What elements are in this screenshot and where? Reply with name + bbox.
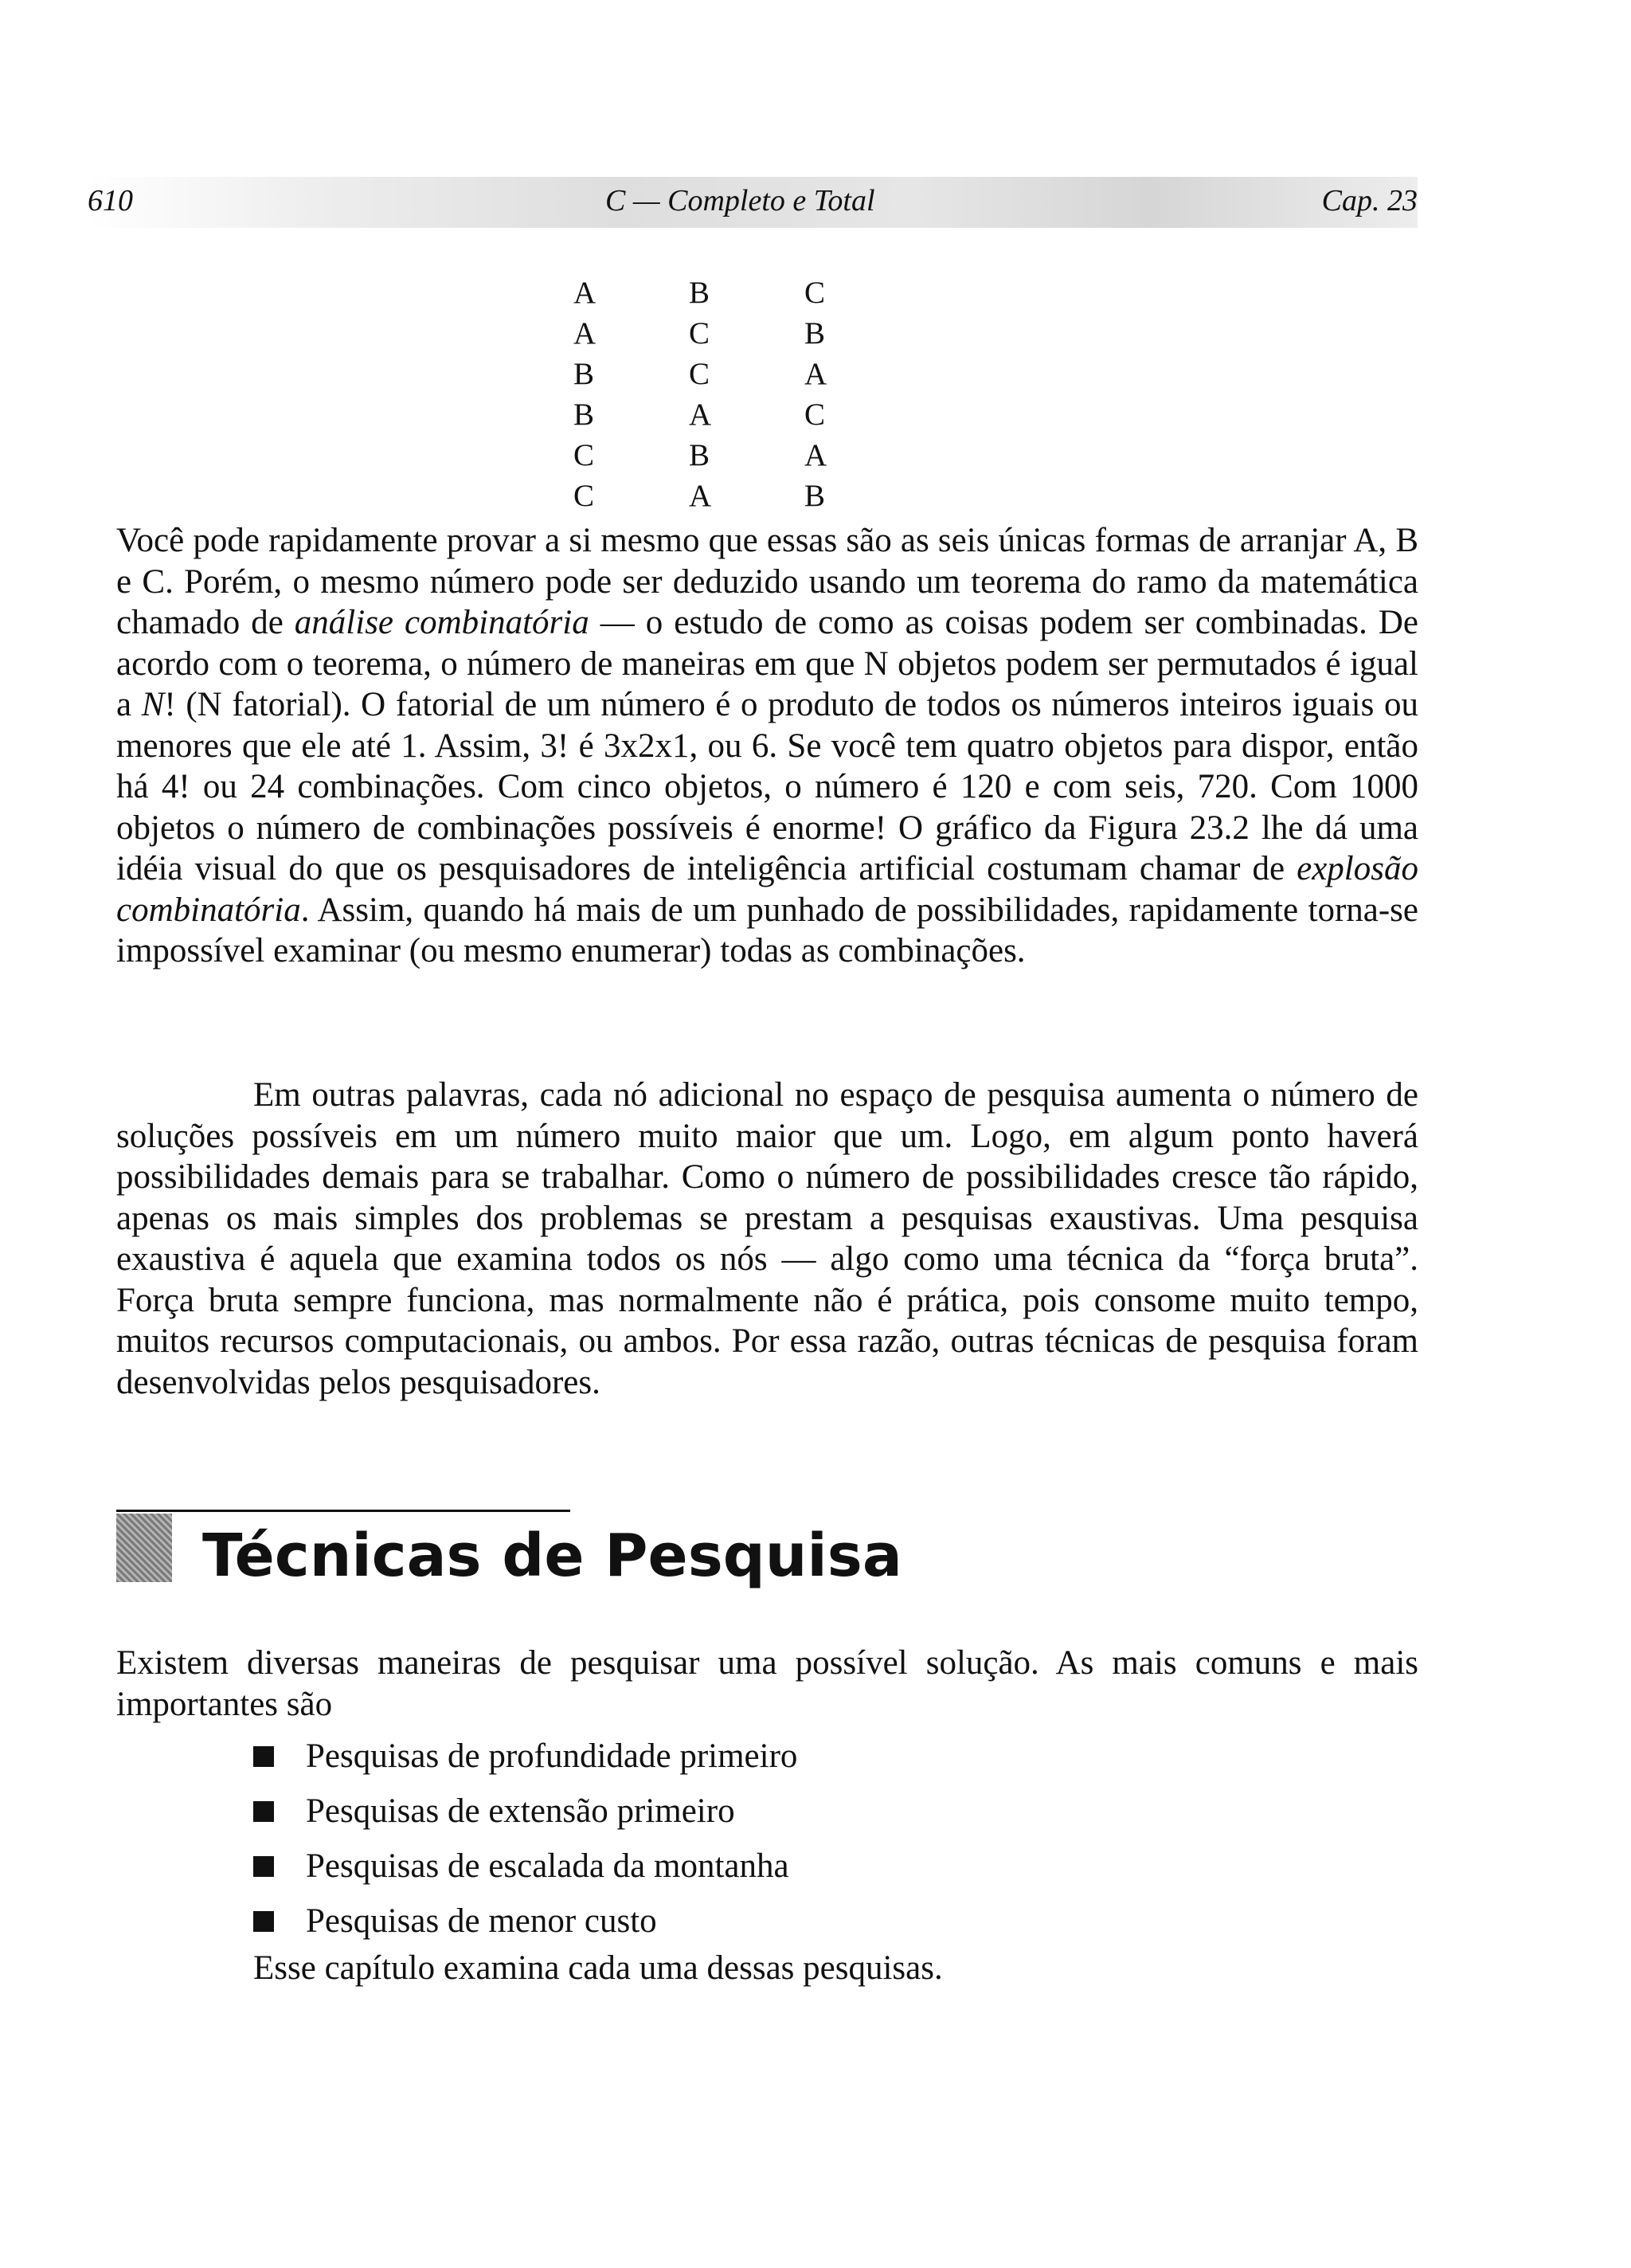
search-types-list	[253, 1729, 797, 1949]
bullet-square-icon	[253, 1911, 274, 1932]
bullet-square-icon	[253, 1856, 274, 1877]
permutation-row	[573, 272, 920, 313]
permutation-letter: A	[689, 398, 712, 432]
permutation-letter: C	[804, 276, 826, 310]
permutation-letter: C	[689, 357, 710, 391]
permutation-letter: A	[573, 276, 596, 310]
permutation-letter: B	[689, 438, 710, 472]
permutation-row	[573, 476, 920, 516]
section-title: Técnicas de Pesquisa	[202, 1522, 902, 1590]
book-title: C — Completo e Total	[605, 184, 875, 217]
closing-sentence: Esse capítulo examina cada uma dessas pesquisas.	[253, 1949, 943, 1987]
permutation-letter: B	[804, 479, 826, 513]
list-item-label: Pesquisas de profundidade primeiro	[306, 1737, 798, 1775]
bullet-square-icon	[253, 1746, 274, 1767]
permutation-letter: A	[689, 479, 712, 513]
permutation-letter: C	[804, 398, 826, 432]
list-item-label: Pesquisas de menor custo	[306, 1902, 657, 1940]
permutation-letter: B	[573, 357, 595, 391]
running-header	[88, 177, 1418, 228]
page-number: 610	[88, 184, 133, 217]
permutation-list	[573, 272, 920, 516]
list-item-label: Pesquisas de extensão primeiro	[306, 1792, 735, 1830]
permutation-letter: C	[573, 479, 595, 513]
section-marker-icon	[116, 1514, 172, 1582]
permutation-letter: C	[573, 438, 595, 472]
permutation-letter: B	[804, 316, 826, 351]
chapter-label: Cap. 23	[1321, 184, 1418, 217]
section-intro: Existem diversas maneiras de pesquisar uma possível solução. As mais comuns e mais importantes são	[116, 1644, 1418, 1723]
list-item	[253, 1784, 797, 1839]
permutation-letter: A	[573, 316, 596, 351]
bullet-square-icon	[253, 1801, 274, 1822]
permutation-letter: C	[689, 316, 710, 351]
list-item	[253, 1894, 797, 1949]
permutation-row	[573, 354, 920, 394]
paragraph-combinatorics: Você pode rapidamente provar a si mesmo que essas são as seis únicas formas de arranjar A, B e C. Porém, o mesmo número pode ser deduzido usando um teorema do ramo da matemática chamado de análise combinatória — o estudo de como as coisas podem ser combinadas. De acordo com o teorema, o número de maneiras em que N objetos podem ser permutados é igual a N! (N fatorial). O fatorial de um número é o produto de todos os números inteiros iguais ou menores que ele até 1. Assim, 3! é 3x2x1, ou 6. Se você tem quatro objetos para dispor, então há 4! ou 24 combinações. Com cinco objetos, o número é 120 e com seis, 720. Com 1000 objetos o número de combinações possíveis é enorme! O gráfico da Figura 23.2 lhe dá uma idéia visual do que os pesquisadores de inteligência artificial costumam chamar de explosão combinatória. Assim, quando há mais de um punhado de possibilidades, rapidamente torna-se impossível examinar (ou mesmo enumerar) todas as combinações.	[116, 522, 1418, 969]
permutation-row	[573, 394, 920, 435]
section-rule	[116, 1510, 570, 1512]
permutation-row	[573, 435, 920, 476]
permutation-row	[573, 313, 920, 354]
list-item	[253, 1839, 797, 1894]
paragraph-exhaustive-search: Em outras palavras, cada nó adicional no espaço de pesquisa aumenta o número de soluções possíveis em um número muito maior que um. Logo, em algum ponto haverá possibilidades demais para se trabalhar. Como o número de possibilidades cresce tão rápido, apenas os mais simples dos problemas se prestam a pesquisas exaustivas. Uma pesquisa exaustiva é aquela que examina todos os nós — algo como uma técnica da “força bruta”. Força bruta sempre funciona, mas normalmente não é prática, pois consome muito tempo, muitos recursos computacionais, ou ambos. Por essa razão, outras técnicas de pesquisa foram desenvolvidas pelos pesquisadores.	[116, 1076, 1418, 1401]
list-item	[253, 1729, 797, 1784]
list-item-label: Pesquisas de escalada da montanha	[306, 1847, 789, 1885]
permutation-letter: A	[804, 438, 827, 472]
permutation-letter: B	[689, 276, 710, 310]
permutation-letter: B	[573, 398, 595, 432]
permutation-letter: A	[804, 357, 827, 391]
